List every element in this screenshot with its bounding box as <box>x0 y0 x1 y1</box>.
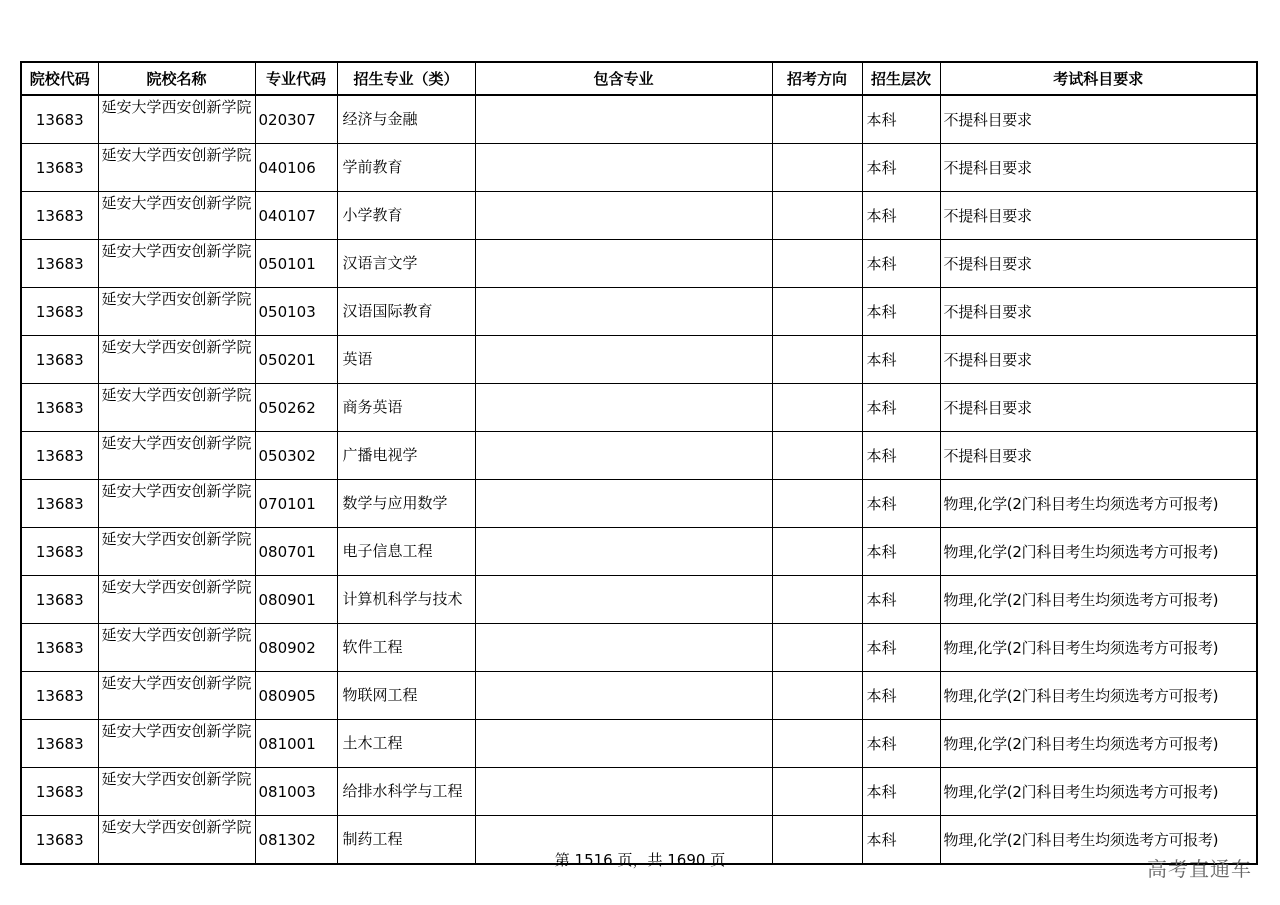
header-level: 招生层次 <box>862 62 940 95</box>
header-major-code: 专业代码 <box>255 62 337 95</box>
cell-direction <box>772 720 862 768</box>
cell-included-majors <box>475 576 772 624</box>
cell-included-majors <box>475 480 772 528</box>
cell-level: 本科 <box>862 95 940 144</box>
header-school-code: 院校代码 <box>21 62 98 95</box>
cell-school-code: 13683 <box>21 480 98 528</box>
header-major: 招生专业（类） <box>337 62 475 95</box>
cell-school-name: 延安大学西安创新学院 <box>98 192 255 240</box>
cell-included-majors <box>475 768 772 816</box>
cell-major: 经济与金融 <box>337 95 475 144</box>
cell-level: 本科 <box>862 672 940 720</box>
cell-level: 本科 <box>862 768 940 816</box>
table-row <box>21 288 1257 336</box>
cell-school-name: 延安大学西安创新学院 <box>98 144 255 192</box>
table-row <box>21 528 1257 576</box>
cell-major-code: 050103 <box>255 288 337 336</box>
cell-school-code: 13683 <box>21 768 98 816</box>
cell-level: 本科 <box>862 336 940 384</box>
cell-direction <box>772 384 862 432</box>
cell-school-code: 13683 <box>21 192 98 240</box>
cell-level: 本科 <box>862 576 940 624</box>
cell-major-code: 081003 <box>255 768 337 816</box>
cell-school-code: 13683 <box>21 384 98 432</box>
cell-major-code: 050262 <box>255 384 337 432</box>
cell-major: 英语 <box>337 336 475 384</box>
cell-major: 给排水科学与工程 <box>337 768 475 816</box>
cell-level: 本科 <box>862 384 940 432</box>
cell-direction <box>772 576 862 624</box>
table-row <box>21 480 1257 528</box>
cell-school-name: 延安大学西安创新学院 <box>98 288 255 336</box>
cell-direction <box>772 288 862 336</box>
cell-level: 本科 <box>862 528 940 576</box>
cell-direction <box>772 768 862 816</box>
cell-major: 软件工程 <box>337 624 475 672</box>
cell-included-majors <box>475 432 772 480</box>
cell-requirement: 物理,化学(2门科目考生均须选考方可报考) <box>940 816 1257 865</box>
table-row <box>21 144 1257 192</box>
cell-school-code: 13683 <box>21 624 98 672</box>
cell-school-name: 延安大学西安创新学院 <box>98 528 255 576</box>
header-row <box>21 62 1257 95</box>
cell-requirement: 物理,化学(2门科目考生均须选考方可报考) <box>940 480 1257 528</box>
cell-major: 土木工程 <box>337 720 475 768</box>
cell-requirement: 不提科目要求 <box>940 288 1257 336</box>
cell-direction <box>772 95 862 144</box>
cell-school-name: 延安大学西安创新学院 <box>98 480 255 528</box>
cell-school-code: 13683 <box>21 144 98 192</box>
cell-major: 数学与应用数学 <box>337 480 475 528</box>
cell-school-name: 延安大学西安创新学院 <box>98 672 255 720</box>
cell-major: 电子信息工程 <box>337 528 475 576</box>
cell-requirement: 不提科目要求 <box>940 384 1257 432</box>
cell-included-majors <box>475 95 772 144</box>
cell-school-name: 延安大学西安创新学院 <box>98 768 255 816</box>
cell-requirement: 物理,化学(2门科目考生均须选考方可报考) <box>940 576 1257 624</box>
table-row <box>21 95 1257 144</box>
cell-major: 制药工程 <box>337 816 475 865</box>
cell-school-code: 13683 <box>21 432 98 480</box>
admissions-table <box>20 61 1258 865</box>
cell-major: 汉语国际教育 <box>337 288 475 336</box>
cell-school-code: 13683 <box>21 240 98 288</box>
header-school-name: 院校名称 <box>98 62 255 95</box>
cell-included-majors <box>475 192 772 240</box>
cell-level: 本科 <box>862 288 940 336</box>
cell-major-code: 040106 <box>255 144 337 192</box>
cell-included-majors <box>475 720 772 768</box>
cell-major: 学前教育 <box>337 144 475 192</box>
cell-major: 物联网工程 <box>337 672 475 720</box>
cell-direction <box>772 240 862 288</box>
cell-level: 本科 <box>862 720 940 768</box>
cell-level: 本科 <box>862 816 940 865</box>
cell-direction <box>772 336 862 384</box>
cell-school-name: 延安大学西安创新学院 <box>98 240 255 288</box>
page-number: 第 1516 页，共 1690 页 <box>554 851 726 869</box>
cell-school-name: 延安大学西安创新学院 <box>98 336 255 384</box>
table-row <box>21 432 1257 480</box>
cell-school-code: 13683 <box>21 672 98 720</box>
cell-school-name: 延安大学西安创新学院 <box>98 384 255 432</box>
header-included-majors: 包含专业 <box>475 62 772 95</box>
cell-included-majors <box>475 240 772 288</box>
table-row <box>21 768 1257 816</box>
table-row <box>21 384 1257 432</box>
cell-included-majors <box>475 528 772 576</box>
cell-level: 本科 <box>862 240 940 288</box>
cell-major-code: 050302 <box>255 432 337 480</box>
cell-included-majors <box>475 144 772 192</box>
cell-requirement: 物理,化学(2门科目考生均须选考方可报考) <box>940 624 1257 672</box>
cell-school-code: 13683 <box>21 95 98 144</box>
cell-major-code: 020307 <box>255 95 337 144</box>
cell-requirement: 物理,化学(2门科目考生均须选考方可报考) <box>940 768 1257 816</box>
cell-major-code: 081302 <box>255 816 337 865</box>
cell-major: 广播电视学 <box>337 432 475 480</box>
cell-major-code: 081001 <box>255 720 337 768</box>
cell-major-code: 070101 <box>255 480 337 528</box>
cell-major-code: 050201 <box>255 336 337 384</box>
cell-requirement: 不提科目要求 <box>940 95 1257 144</box>
table-row <box>21 576 1257 624</box>
watermark: 高考直通车 <box>1147 857 1252 881</box>
cell-requirement: 不提科目要求 <box>940 336 1257 384</box>
cell-school-name: 延安大学西安创新学院 <box>98 95 255 144</box>
cell-level: 本科 <box>862 192 940 240</box>
cell-direction <box>772 480 862 528</box>
cell-major-code: 080902 <box>255 624 337 672</box>
cell-major-code: 080905 <box>255 672 337 720</box>
cell-school-name: 延安大学西安创新学院 <box>98 624 255 672</box>
cell-direction <box>772 624 862 672</box>
cell-direction <box>772 432 862 480</box>
cell-major-code: 080901 <box>255 576 337 624</box>
cell-level: 本科 <box>862 144 940 192</box>
cell-major-code: 050101 <box>255 240 337 288</box>
table-row <box>21 240 1257 288</box>
cell-level: 本科 <box>862 432 940 480</box>
cell-school-name: 延安大学西安创新学院 <box>98 816 255 865</box>
cell-requirement: 不提科目要求 <box>940 432 1257 480</box>
table-row <box>21 192 1257 240</box>
cell-major-code: 080701 <box>255 528 337 576</box>
cell-school-code: 13683 <box>21 576 98 624</box>
cell-school-code: 13683 <box>21 336 98 384</box>
cell-school-code: 13683 <box>21 720 98 768</box>
table-row <box>21 672 1257 720</box>
cell-school-name: 延安大学西安创新学院 <box>98 432 255 480</box>
cell-school-code: 13683 <box>21 288 98 336</box>
cell-requirement: 不提科目要求 <box>940 144 1257 192</box>
cell-included-majors <box>475 624 772 672</box>
cell-requirement: 物理,化学(2门科目考生均须选考方可报考) <box>940 720 1257 768</box>
table-row <box>21 336 1257 384</box>
cell-school-code: 13683 <box>21 528 98 576</box>
cell-direction <box>772 528 862 576</box>
cell-major: 商务英语 <box>337 384 475 432</box>
table-row <box>21 624 1257 672</box>
cell-requirement: 物理,化学(2门科目考生均须选考方可报考) <box>940 672 1257 720</box>
cell-major: 计算机科学与技术 <box>337 576 475 624</box>
cell-school-code: 13683 <box>21 816 98 865</box>
table-row <box>21 720 1257 768</box>
cell-requirement: 不提科目要求 <box>940 240 1257 288</box>
cell-school-name: 延安大学西安创新学院 <box>98 576 255 624</box>
cell-included-majors <box>475 336 772 384</box>
cell-level: 本科 <box>862 624 940 672</box>
cell-direction <box>772 672 862 720</box>
cell-major: 小学教育 <box>337 192 475 240</box>
cell-requirement: 物理,化学(2门科目考生均须选考方可报考) <box>940 528 1257 576</box>
cell-included-majors <box>475 288 772 336</box>
cell-major: 汉语言文学 <box>337 240 475 288</box>
cell-direction <box>772 192 862 240</box>
header-direction: 招考方向 <box>772 62 862 95</box>
cell-included-majors <box>475 384 772 432</box>
header-requirement: 考试科目要求 <box>940 62 1257 95</box>
cell-direction <box>772 144 862 192</box>
cell-requirement: 不提科目要求 <box>940 192 1257 240</box>
cell-major-code: 040107 <box>255 192 337 240</box>
cell-included-majors <box>475 672 772 720</box>
cell-school-name: 延安大学西安创新学院 <box>98 720 255 768</box>
cell-level: 本科 <box>862 480 940 528</box>
